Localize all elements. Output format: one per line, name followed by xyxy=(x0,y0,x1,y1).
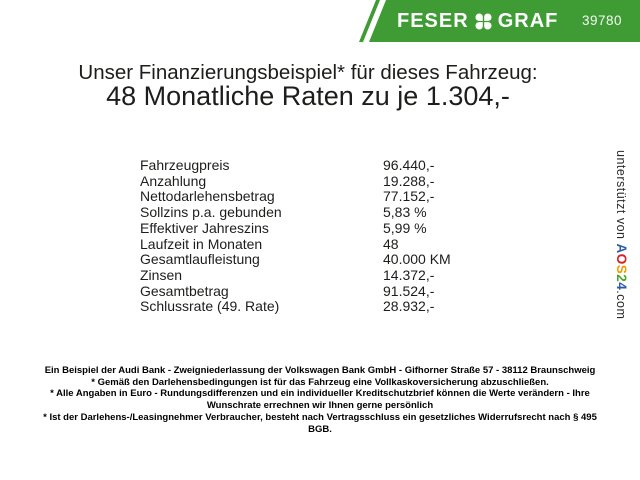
row-label: Sollzins p.a. gebunden xyxy=(140,204,282,221)
row-label: Gesamtlaufleistung xyxy=(140,251,260,268)
table-row xyxy=(140,174,451,190)
table-row xyxy=(140,252,451,268)
supported-by-watermark xyxy=(614,150,629,370)
clover-icon xyxy=(475,13,492,30)
footnotes xyxy=(32,365,608,435)
aos24-logo-letter: O xyxy=(614,253,629,265)
row-value: 14.372,- xyxy=(383,266,435,283)
row-label: Zinsen xyxy=(140,266,183,283)
row-label: Gesamtbetrag xyxy=(140,282,229,299)
row-value: 96.440,- xyxy=(383,157,435,173)
aos24-logo-letter: 2 xyxy=(614,274,629,283)
table-row xyxy=(140,158,451,174)
watermark-suffix: .com xyxy=(614,290,628,320)
row-label: Anzahlung xyxy=(140,172,207,189)
row-value: 77.152,- xyxy=(383,188,435,205)
row-label: Nettodarlehensbetrag xyxy=(140,188,275,205)
table-row xyxy=(140,284,451,300)
row-label: Fahrzeugpreis xyxy=(140,157,230,173)
footnote-vollkasko: * Gemäß den Darlehensbedingungen ist für das Fahrzeug eine Vollkaskoversicherung abzuschließen. xyxy=(91,376,549,388)
row-label: Effektiver Jahreszins xyxy=(140,219,269,236)
footnote-widerruf: * Ist der Darlehens-/Leasingnehmer Verbraucher, besteht nach Vertragsschluss ein gesetzliches Widerrufsrecht nach § 495 BGB. xyxy=(43,411,597,435)
aos24-logo-letter: S xyxy=(614,264,629,275)
table-row xyxy=(140,189,451,205)
logo-text-feser: FESER xyxy=(397,9,469,32)
table-row xyxy=(140,221,451,237)
footnote-bank: Ein Beispiel der Audi Bank - Zweigniederlassung der Volkswagen Bank GmbH - Gifhorner Straße 57 - 38112 Braunschweig xyxy=(44,365,596,376)
table-row xyxy=(140,237,451,253)
row-value: 5,99 % xyxy=(383,219,427,236)
title-rate-line: 48 Monatliche Raten zu je 1.304,- xyxy=(106,81,510,111)
row-value: 28.932,- xyxy=(383,298,435,315)
finance-table xyxy=(140,158,451,315)
title-subline: Unser Finanzierungsbeispiel* für dieses Fahrzeug: xyxy=(78,61,538,84)
row-value: 48 xyxy=(383,235,399,252)
row-value: 19.288,- xyxy=(383,172,435,189)
watermark-prefix: unterstützt von xyxy=(614,150,628,244)
feser-graf-logo xyxy=(397,9,558,33)
row-label: Schlussrate (49. Rate) xyxy=(140,298,280,315)
aos24-logo-letter: A xyxy=(614,243,629,254)
row-value: 91.524,- xyxy=(383,282,435,299)
table-row xyxy=(140,268,451,284)
row-value: 5,83 % xyxy=(383,204,427,221)
logo-text-graf: GRAF xyxy=(497,9,559,32)
row-label: Laufzeit in Monaten xyxy=(140,235,263,252)
aos24-logo-letter: 4 xyxy=(614,282,629,291)
vehicle-number: 39780 xyxy=(582,13,623,28)
footnote-angaben: * Alle Angaben in Euro - Rundungsdifferenzen und ein individueller Kreditschutzbrief können die Werte verändern - Ihre Wunschrate errechnen wir Ihnen gerne persönlich xyxy=(50,388,590,412)
row-value: 40.000 KM xyxy=(383,251,451,268)
table-row xyxy=(140,299,451,315)
table-row xyxy=(140,205,451,221)
